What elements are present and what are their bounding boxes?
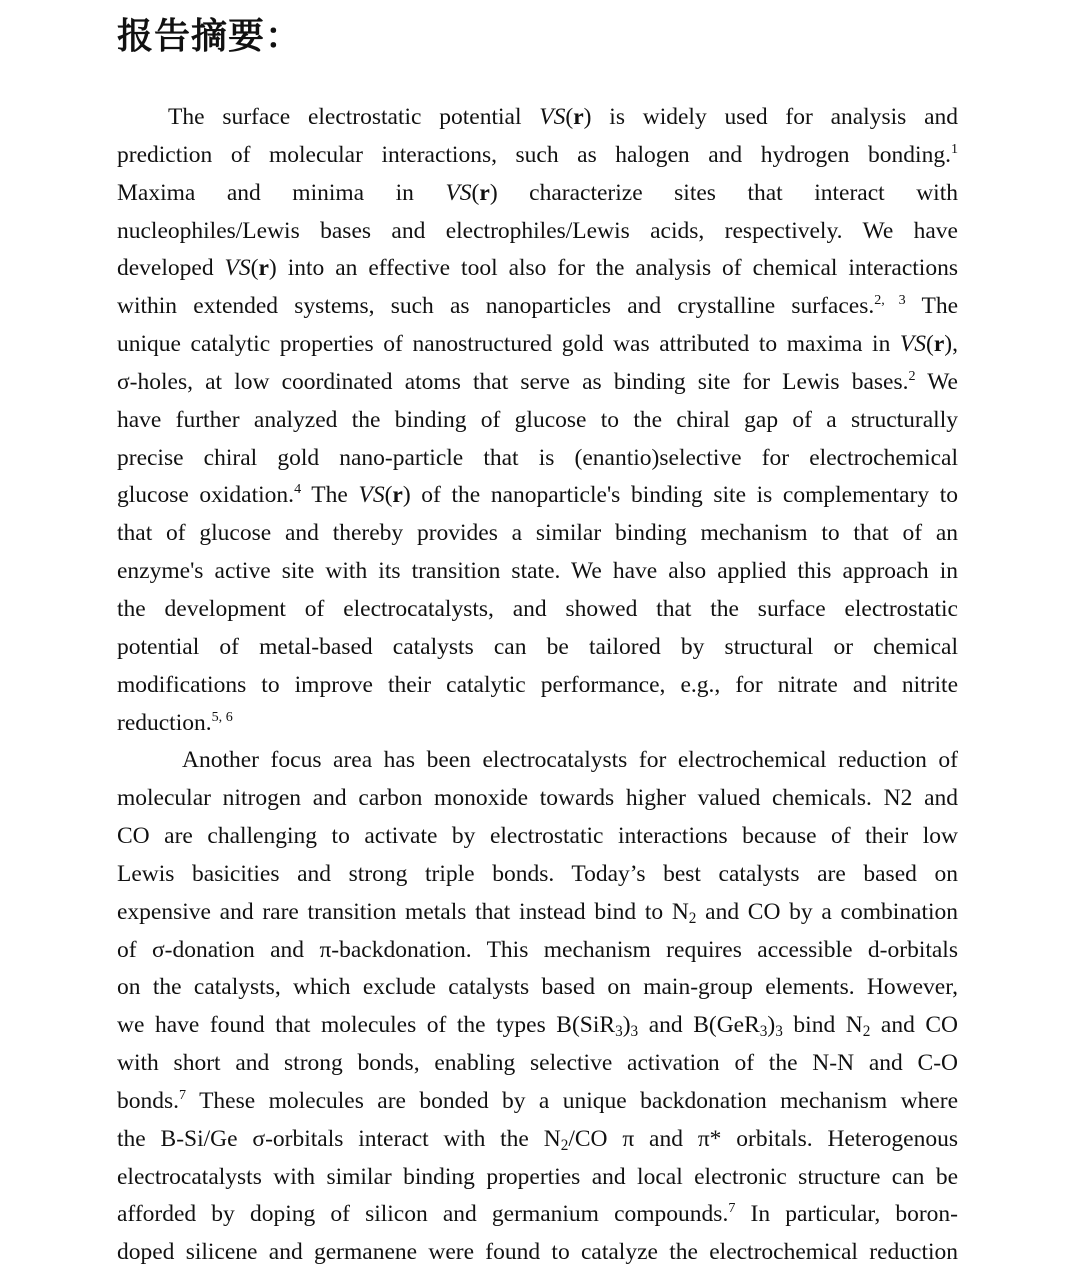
text-line [117, 326, 958, 364]
paragraph-2 [117, 742, 958, 1272]
text-segment: ( [471, 179, 480, 206]
text-line [117, 1159, 958, 1197]
text-segment: r [573, 104, 584, 130]
citation-superscript: 7 [179, 1086, 187, 1103]
text-segment: VS [899, 331, 927, 358]
subscript: 3 [759, 1023, 768, 1041]
text-segment: the B-Si/Ge σ-orbitals interact with the N [117, 1125, 561, 1152]
text-segment: afforded by doping of silicon and germanium compounds. [117, 1201, 729, 1228]
paragraph-1 [117, 99, 958, 742]
citation-superscript: 5, 6 [211, 708, 233, 725]
text-segment: ) [767, 1012, 776, 1039]
citation-superscript: 4 [294, 481, 302, 498]
text-line [117, 515, 958, 553]
text-line [117, 1121, 958, 1159]
text-segment: precise chiral gold nano-particle that is (enantio)selective for electrochemical [117, 444, 958, 471]
text-segment: ) characterize sites that interact with [489, 179, 958, 206]
text-segment: potential of metal-based catalysts can be tailored by structural or chemical [117, 633, 958, 660]
text-segment: We [915, 368, 958, 395]
text-line [117, 818, 958, 856]
text-line [117, 1234, 958, 1272]
text-line [117, 1045, 958, 1083]
subscript: 2 [560, 1136, 569, 1154]
text-segment: and B(GeR [638, 1012, 760, 1039]
text-segment: have further analyzed the binding of glucose to the chiral gap of a structurally [117, 406, 958, 433]
subscript: 2 [688, 909, 697, 927]
text-segment: we have found that molecules of the types B(SiR [117, 1012, 616, 1039]
abstract-body [117, 99, 958, 1272]
text-line [117, 250, 958, 288]
text-segment: the development of electrocatalysts, and showed that the surface electrostatic [117, 595, 958, 622]
text-segment: r [479, 179, 490, 206]
text-segment: The [301, 482, 359, 509]
text-segment: Lewis basicities and strong triple bonds. Today’s best catalysts are based on [117, 860, 958, 887]
citation-superscript: 7 [728, 1200, 736, 1217]
subscript: 2 [862, 1023, 871, 1041]
text-line [117, 856, 958, 894]
text-segment: r [258, 255, 269, 282]
text-segment: unique catalytic properties of nanostructured gold was attributed to maxima in [117, 331, 900, 358]
citation-superscript: 1 [950, 140, 958, 157]
text-segment: VS [539, 104, 566, 130]
text-line [117, 629, 958, 667]
text-line [117, 1083, 958, 1121]
text-segment: ( [565, 104, 574, 130]
text-segment: ( [926, 331, 934, 358]
text-line [117, 288, 958, 326]
text-segment: σ-holes, at low coordinated atoms that serve as binding site for Lewis bases. [117, 368, 909, 395]
text-line [117, 99, 958, 137]
text-segment: that of glucose and thereby provides a similar binding mechanism to that of an [117, 520, 958, 547]
text-segment: The [905, 293, 958, 320]
text-segment: These molecules are bonded by a unique backdonation mechanism where [186, 1087, 958, 1114]
text-segment: r [933, 331, 945, 358]
text-segment: Maxima and minima in [117, 179, 446, 206]
text-segment: of σ-donation and π-backdonation. This mechanism requires accessible d-orbitals [117, 936, 958, 963]
text-line [117, 175, 958, 213]
text-segment: within extended systems, such as nanoparticles and crystalline surfaces. [117, 293, 875, 320]
subscript: 3 [615, 1023, 623, 1041]
text-line [117, 780, 958, 818]
text-segment: and CO [870, 1012, 959, 1039]
text-line [117, 969, 958, 1007]
text-line [117, 591, 958, 629]
text-segment: In particular, boron- [735, 1201, 958, 1228]
text-segment: enzyme's active site with its transition state. We have also applied this approach in [117, 558, 958, 585]
citation-superscript: 2 [908, 367, 916, 384]
text-segment: electrocatalysts with similar binding properties and local electronic structure can be [117, 1163, 958, 1190]
text-line [117, 894, 958, 932]
text-segment: expensive and rare transition metals that instead bind to N [117, 898, 689, 925]
text-segment: glucose oxidation. [117, 482, 295, 509]
text-segment: VS [445, 179, 472, 206]
text-segment: ), [944, 331, 958, 358]
text-segment: on the catalysts, which exclude catalysts based on main-group elements. However, [117, 974, 958, 1001]
text-line [117, 440, 958, 478]
subscript: 3 [775, 1023, 783, 1041]
text-line [117, 402, 958, 440]
text-line [117, 1196, 958, 1234]
text-line [117, 213, 958, 251]
text-line [117, 364, 958, 402]
text-segment: The surface electrostatic potential [168, 104, 540, 130]
text-line [117, 477, 958, 515]
text-segment: modifications to improve their catalytic performance, e.g., for nitrate and nitrite [117, 671, 958, 698]
text-segment: /CO π and π* orbitals. Heterogenous [568, 1125, 958, 1152]
text-segment: developed [117, 255, 225, 282]
text-segment: prediction of molecular interactions, such as halogen and hydrogen bonding. [117, 141, 951, 168]
text-line [117, 1007, 958, 1045]
text-segment: with short and strong bonds, enabling selective activation of the N-N and C-O [117, 1050, 958, 1077]
text-segment: ) into an effective tool also for the analysis of chemical interactions [268, 255, 958, 282]
text-segment: ( [250, 255, 259, 282]
text-segment: nucleophiles/Lewis bases and electrophiles/Lewis acids, respectively. We have [117, 217, 958, 244]
text-segment: molecular nitrogen and carbon monoxide towards higher valued chemicals. N2 and [117, 785, 958, 812]
report-abstract-heading: 报告摘要： [117, 16, 303, 57]
text-segment: ) of the nanoparticle's binding site is complementary to [402, 482, 958, 509]
text-line [117, 553, 958, 591]
text-segment: ) is widely used for analysis and [583, 104, 959, 130]
text-segment: Another focus area has been electrocatalysts for electrochemical reduction of [182, 747, 958, 774]
text-line [117, 667, 958, 705]
text-line [117, 742, 958, 780]
text-line [117, 137, 958, 175]
text-segment: r [392, 482, 403, 509]
text-line [117, 705, 958, 743]
text-segment: CO are challenging to activate by electrostatic interactions because of their low [117, 823, 958, 850]
text-segment: reduction. [117, 709, 212, 736]
text-segment: bind N [782, 1012, 863, 1039]
text-segment: ) [622, 1012, 631, 1039]
subscript: 3 [630, 1023, 639, 1041]
text-segment: doped silicene and germanene were found to catalyze the electrochemical reduction [117, 1239, 958, 1266]
citation-superscript: 2, 3 [874, 292, 906, 309]
text-segment: and CO by a combination [696, 898, 958, 925]
text-segment: bonds. [117, 1087, 180, 1114]
text-segment: VS [358, 482, 385, 509]
text-line [117, 932, 958, 970]
text-segment: VS [224, 255, 251, 282]
text-segment: ( [384, 482, 393, 509]
